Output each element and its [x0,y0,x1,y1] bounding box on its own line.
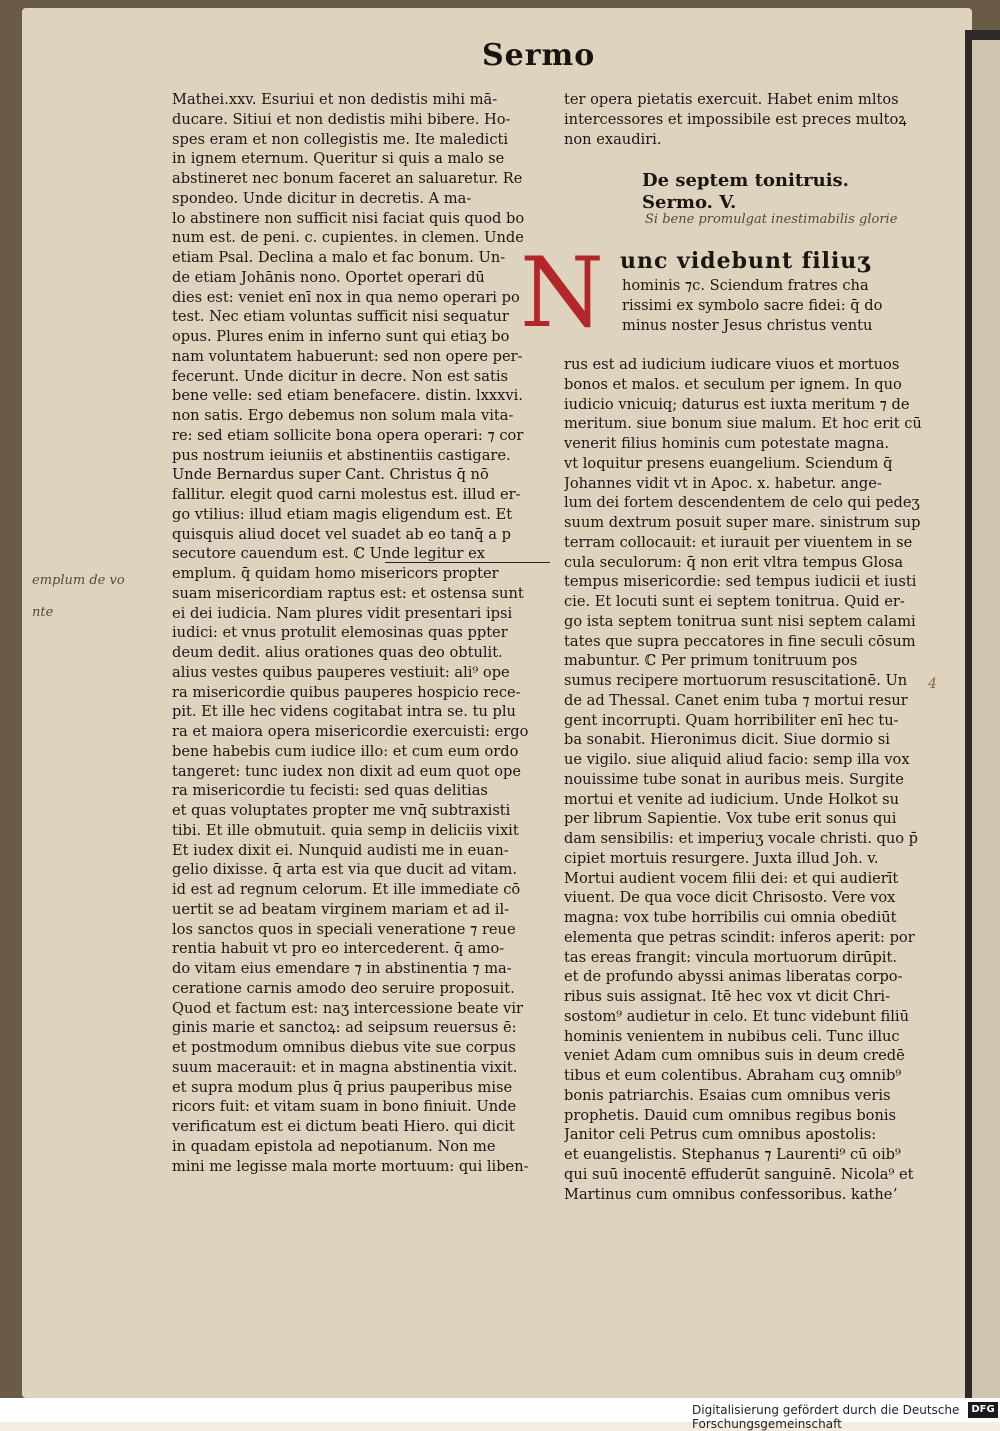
text-line: terram collocauit: et iurauit per viuentem in se [564,533,913,551]
text-line: mortui et venite ad iudicium. Unde Holkot su [564,790,900,808]
text-line: Unde Bernardus super Cant. Christus q̄ nō [172,466,489,484]
text-line: tas ereas frangit: vincula mortuorum dirūpit. [564,948,897,966]
text-line: sumus recipere mortuorum resuscitationē. Un [564,672,908,689]
text-line: deum dedit. alius orationes quas deo obtulit. [172,644,503,661]
text-line: verificatum est ei dictum beati Hiero. qui dicit [172,1118,515,1135]
text-line: alius vestes quibus pauperes vestiuit: ali⁹ ope [172,663,510,681]
text-line: secutore cauendum est. ℂ Unde legitur ex [172,545,486,563]
handwritten-note-title: Si bene promulgat inestimabilis glorie [645,212,898,227]
marginal-note-line: emplum de vo [32,573,125,588]
text-line: ducare. Sitiui et non dedistis mihi bibere. Ho- [172,110,511,128]
section-title-line: Sermo. V. [642,192,737,213]
text-beside-initial [622,276,922,335]
adjacent-page [972,40,1000,1400]
text-line: uertit se ad beatam virginem mariam et ad il- [172,900,510,918]
text-line: re: sed etiam sollicite bona opera operari: ⁊ cor [172,426,524,444]
text-line: minus noster Jesus christus ventu [622,316,873,334]
text-line: et postmodum omnibus diebus vite sue corpus [172,1039,516,1056]
text-line: in ignem eternum. Queritur si quis a malo se [172,150,505,168]
text-line: et de profundo abyssi animas liberatas corpo- [564,968,903,986]
text-line: do vitam eius emendare ⁊ in abstinentia ⁊ ma- [172,960,512,977]
dfg-logo: DFG [968,1402,998,1418]
red-initial-letter: N [520,237,604,349]
text-line: Quod et factum est: naʒ intercessione beate vir [172,999,523,1017]
text-line: tibi. Et ille obmutuit. quia semp in deliciis vixit [172,821,519,839]
text-line: et quas voluptates propter me vnq̄ subtraxisti [172,802,511,819]
text-line: pit. Et ille hec videns cogitabat intra se. tu plu [172,703,516,721]
text-line: ra misericordie quibus pauperes hospicio rece- [172,683,521,701]
text-line: tates que supra peccatores in fine seculi cōsum [564,632,916,650]
text-line: id est ad regnum celorum. Et ille immediate cō [172,881,521,898]
text-line: go ista septem tonitrua sunt nisi septem calami [564,612,916,630]
text-line: bonos et malos. et seculum per ignem. In quo [564,375,902,393]
text-line: mini me legisse mala morte mortuum: qui liben- [172,1157,529,1175]
text-line: bonis patriarchis. Esaias cum omnibus veris [564,1086,891,1104]
text-line: test. Nec etiam voluntas sufficit nisi sequatur [172,308,509,326]
section-title-line: De septem tonitruis. [642,170,849,191]
text-line: intercessores et impossibile est preces multoꝝ [564,110,907,128]
text-line: fecerunt. Unde dicitur in decre. Non est satis [172,367,508,385]
text-line: hominis venientem in nubibus celi. Tunc illuc [564,1027,900,1045]
text-line: Mathei.xxv. Esuriui et non dedistis mihi mā- [172,91,498,108]
text-line: mabuntur. ℂ Per primum tonitruum pos [564,652,858,670]
text-line: veniet Adam cum omnibus suis in deum credē [564,1047,905,1065]
text-line: prophetis. Dauid cum omnibus regibus bonis [564,1106,897,1124]
text-line: et euangelistis. Stephanus ⁊ Laurenti⁹ cū oib⁹ [564,1146,901,1163]
text-line: in quadam epistola ad nepotianum. Non me [172,1137,496,1155]
text-line: venerit filius hominis cum potestate magna. [564,435,890,452]
page-header: Sermo [482,38,596,73]
text-line: ra et maiora opera misericordie exercuisti: ergo [172,723,529,740]
text-line: sostom⁹ audietur in celo. Et tunc videbunt filiū [564,1007,909,1025]
text-line: hominis ⁊c. Sciendum fratres cha [622,277,869,294]
handwritten-note-left-margin [32,565,125,629]
text-line: bene velle: sed etiam benefacere. distin. lxxxvi. [172,387,523,405]
text-line: ribus suis assignat. Itē hec vox vt dicit Chri- [564,988,891,1005]
text-line: de ad Thessal. Canet enim tuba ⁊ mortui resur [564,691,908,709]
text-line: viuent. De qua voce dicit Chrisosto. Vere vox [564,889,896,907]
text-line: los sanctos quos in speciali veneratione ⁊ reue [172,920,516,938]
text-line: lum dei fortem descendentem de celo qui pedeʒ [564,494,920,512]
text-line: suam misericordiam raptus est: et ostensa sunt [172,584,524,602]
text-line: iudicio vnicuiq; daturus est iuxta meritum ⁊ de [564,395,910,413]
text-line: etiam Psal. Declina a malo et fac bonum. Un- [172,249,506,266]
text-line: quisquis aliud docet vel suadet ab eo tanq̄ a p [172,525,511,543]
text-line: tempus misericordie: sed tempus iudicii et iusti [564,573,917,591]
text-line: nam voluntatem habuerunt: sed non opere per- [172,347,523,365]
text-line: dam sensibilis: et imperiuʒ vocale christi. quo p̄ [564,830,919,847]
opening-words: unc videbunt filiuʒ [620,248,871,274]
text-line: bene habebis cum iudice illo: et cum eum ordo [172,742,519,760]
text-line: Mortui audient vocem filii dei: et qui audierīt [564,869,899,887]
text-line: rus est ad iudicium iudicare viuos et mortuos [564,356,900,373]
text-line: cula seculorum: q̄ non erit vltra tempus Glosa [564,553,904,571]
text-line: fallitur. elegit quod carni molestus est. illud er- [172,486,521,503]
right-text-column-top [564,90,929,149]
text-line: qui suū inocentē effuderūt sanguinē. Nicola⁹ et [564,1165,914,1183]
right-text-column [564,355,929,1204]
text-line: ter opera pietatis exercuit. Habet enim mltos [564,91,899,108]
text-line: ba sonabit. Hieronimus dicit. Siue dormio si [564,731,890,749]
footer-credit: Digitalisierung gefördert durch die Deutsche Forschungsgemeinschaft [692,1403,960,1431]
text-line: nouissime tube sonat in auribus meis. Surgite [564,770,904,788]
left-text-column [172,90,542,1176]
text-line: ceratione carnis amodo deo seruire proposuit. [172,979,515,997]
text-line: tibus et eum colentibus. Abraham cuʒ omnib⁹ [564,1067,902,1084]
section-title [642,170,849,214]
text-line: ricors fuit: et vitam suam in bono finiuit. Unde [172,1098,517,1116]
text-line: et supra modum plus q̄ prius pauperibus mise [172,1078,513,1096]
text-line: gelio dixisse. q̄ arta est via que ducit ad vitam. [172,861,518,879]
text-line: ei dei iudicia. Nam plures vidit presentari ipsi [172,604,513,622]
text-line: spes eram et non collegistis me. Ite maledicti [172,130,509,148]
text-line: Et iudex dixit ei. Nunquid audisti me in euan- [172,841,509,859]
text-line: spondeo. Unde dicitur in decretis. A ma- [172,189,472,207]
text-line: go vtilius: illud etiam magis eligendum est. Et [172,505,513,523]
text-line: rentia habuit vt pro eo intercederent. q̄ amo- [172,940,505,958]
text-line: cie. Et locuti sunt ei septem tonitrua. Quid er- [564,593,905,610]
text-line: rissimi ex symbolo sacre fidei: q̄ do [622,296,883,314]
text-line: vt loquitur presens euangelium. Sciendum q̄ [564,454,893,472]
text-line: opus. Plures enim in inferno sunt qui etiaʒ bo [172,328,510,345]
text-line: meritum. siue bonum siue malum. Et hoc erit cū [564,415,922,433]
text-line: cipiet mortuis resurgere. Juxta illud Joh. v. [564,849,879,867]
text-line: non exaudiri. [564,130,662,148]
text-line: per librum Sapientie. Vox tube erit sonus qui [564,810,897,828]
text-line: de etiam Johānis nono. Oportet operari dū [172,268,485,286]
marginal-note-line: nte [32,605,54,620]
text-line: emplum. q̄ quidam homo misericors propter [172,565,499,582]
text-line: gent incorrupti. Quam horribiliter enī hec tu- [564,711,899,729]
text-line: suum macerauit: et in magna abstinentia vixit. [172,1058,518,1076]
underline-rule [385,562,550,563]
text-line: Janitor celi Petrus cum omnibus apostolis: [564,1126,877,1144]
handwritten-note-right-margin: 4 [928,676,937,692]
text-line: magna: vox tube horribilis cui omnia obediūt [564,909,897,926]
text-line: lo abstinere non sufficit nisi faciat quis quod bo [172,209,525,227]
text-line: Martinus cum omnibus confessoribus. katheʼ [564,1185,898,1203]
text-line: pus nostrum ieiuniis et abstinentiis castigare. [172,446,511,464]
text-line: abstineret nec bonum faceret an saluaretur. Re [172,170,523,187]
text-line: iudici: et vnus protulit elemosinas quas ppter [172,624,508,642]
text-line: elementa que petras scindit: inferos aperit: por [564,928,915,946]
text-line: dies est: veniet enī nox in qua nemo operari po [172,288,520,306]
text-line: suum dextrum posuit super mare. sinistrum sup [564,514,921,531]
text-line: ginis marie et sanctoꝝ: ad seipsum reuersus ē: [172,1019,517,1037]
text-line: Johannes vidit vt in Apoc. x. habetur. ange- [564,474,882,492]
text-line: non satis. Ergo debemus non solum mala vita- [172,407,514,424]
text-line: ue vigilo. siue aliquid aliud facio: semp illa vox [564,751,910,768]
text-line: ra misericordie tu fecisti: sed quas delitias [172,782,488,800]
text-line: num est. de peni. c. cupientes. in clemen. Unde [172,229,524,247]
text-line: tangeret: tunc iudex non dixit ad eum quot ope [172,762,521,780]
